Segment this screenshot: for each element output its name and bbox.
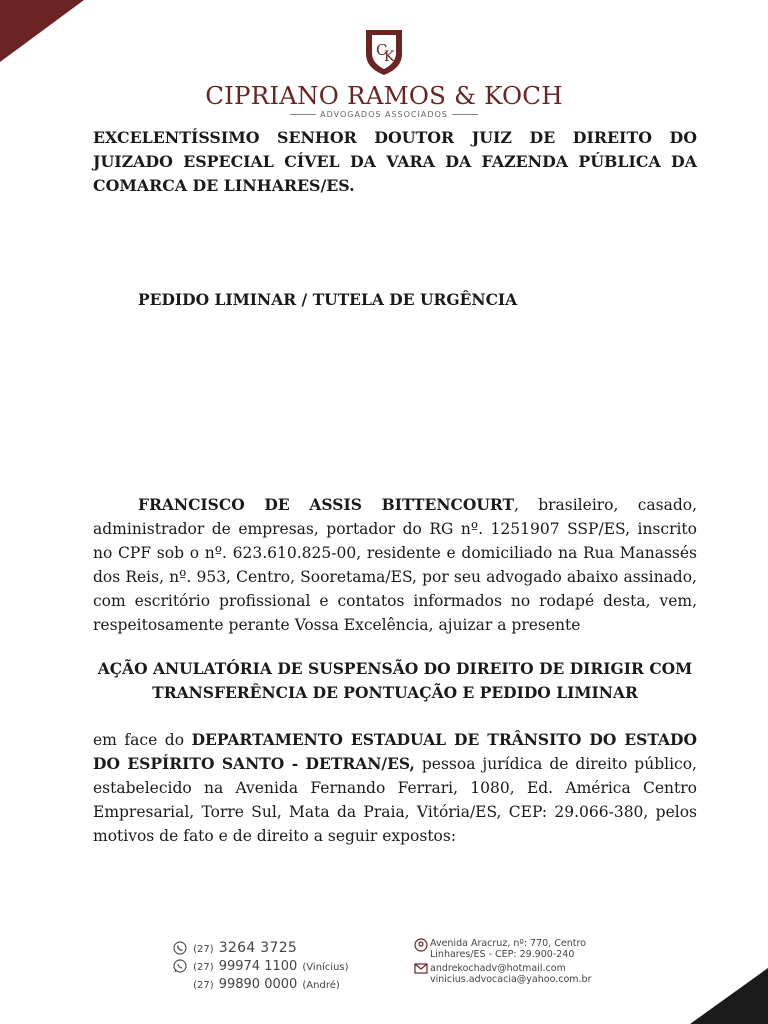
action-title-line2: TRANSFERÊNCIA DE PONTUAÇÃO E PEDIDO LIMINAR: [152, 683, 638, 702]
svg-text:C: C: [376, 41, 388, 59]
plaintiff-paragraph: [93, 493, 697, 637]
envelope-icon: [412, 963, 430, 974]
defendant-text: pessoa jurídica de direito público, estabelecido na Avenida Fernando Ferrari, 1080, Ed. América Centro Empresarial, Torre Sul, Mata da Praia, Vitória/ES, CEP: 29.066-380, pelos motivos de fato e de direito a seguir expostos:: [93, 755, 697, 845]
firm-subtitle: ADVOGADOS ASSOCIADOS: [0, 110, 768, 119]
email-andre[interactable]: andrekochadv@hotmail.com: [430, 963, 566, 974]
email-vinicius[interactable]: vinicius.advocacia@yahoo.com.br: [430, 974, 592, 985]
letterhead-logo: [0, 28, 768, 119]
defendant-name: DEPARTAMENTO ESTADUAL DE TRÂNSITO DO ESTADO DO ESPÍRITO SANTO - DETRAN/ES,: [93, 730, 697, 773]
footer-phones: [172, 938, 349, 992]
footer-address: Avenida Aracruz, nº: 770, Centro Linhares/ES - CEP: 29.900-240: [412, 938, 591, 960]
phone-row-vinicius: (27) 99974 1100 (Vinícius): [172, 956, 349, 974]
footer-emails: [412, 963, 591, 985]
plaintiff-text: , brasileiro, casado, administrador de empresas, portador do RG nº. 1251907 SSP/ES, inscrito no CPF sob o nº. 623.610.825-00, residente e domiciliado na Rua Manassés dos Reis, nº. 953, Centro, Sooretama/ES, por seu advogado abaixo assinado, com escritório profissional e contatos informados no rodapé desta, vem, respeitosamente perante Vossa Excelência, ajuizar a presente: [93, 496, 697, 634]
phone-row-andre: (27) 99890 0000 (André): [193, 977, 340, 992]
location-pin-icon: [412, 938, 430, 952]
plaintiff-name: FRANCISCO DE ASSIS BITTENCOURT: [138, 495, 515, 514]
footer: [0, 938, 768, 998]
phone-row-office: (27) 3264 3725: [172, 938, 349, 956]
phone-icon: [172, 941, 188, 955]
defendant-paragraph: [93, 728, 697, 848]
shield-monogram-icon: [363, 28, 405, 76]
svg-text:K: K: [384, 49, 395, 65]
against-prefix: em face do: [93, 731, 192, 749]
action-title-line1: AÇÃO ANULATÓRIA DE SUSPENSÃO DO DIREITO DE DIRIGIR COM: [97, 659, 693, 678]
action-title: [93, 657, 697, 705]
whatsapp-icon: [172, 959, 188, 973]
addressee-heading: EXCELENTÍSSIMO SENHOR DOUTOR JUIZ DE DIREITO DO JUIZADO ESPECIAL CÍVEL DA VARA DA FAZENDA PÚBLICA DA COMARCA DE LINHARES/ES.: [93, 128, 697, 195]
urgency-heading: PEDIDO LIMINAR / TUTELA DE URGÊNCIA: [138, 290, 518, 309]
firm-name: CIPRIANO RAMOS & KOCH: [205, 81, 563, 110]
footer-contact: [412, 938, 591, 985]
